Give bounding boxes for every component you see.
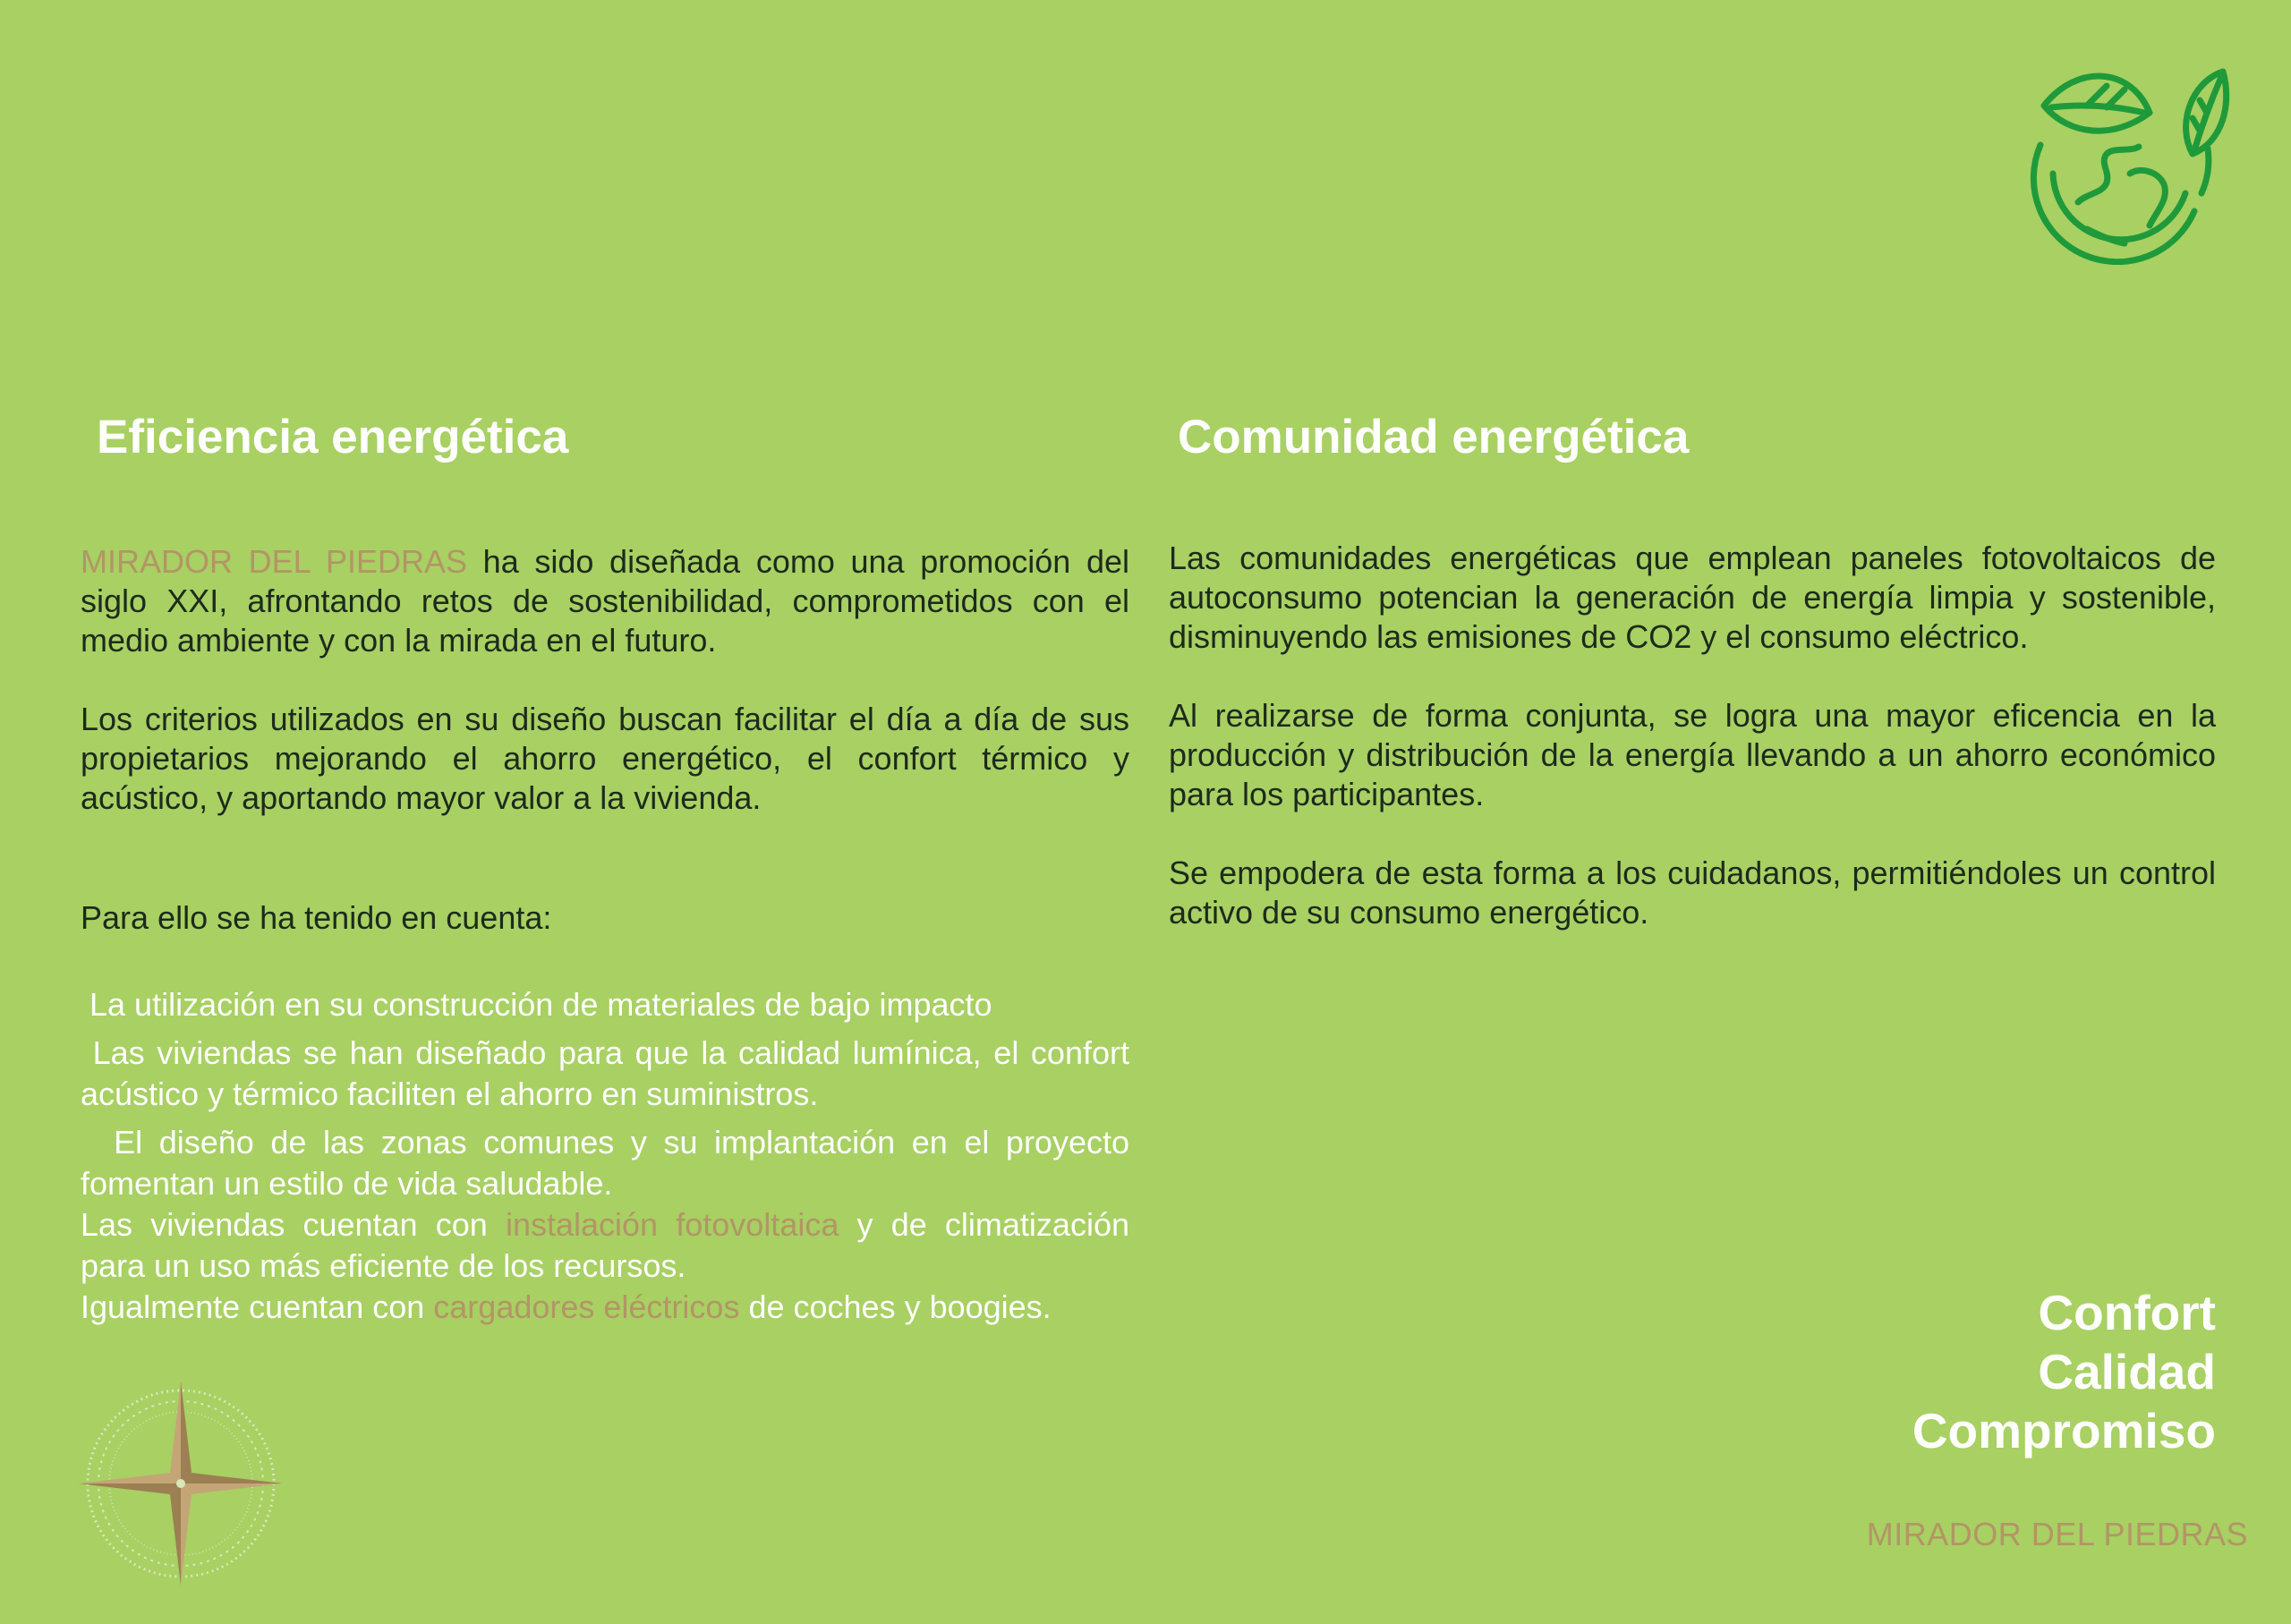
right-body <box>1169 539 2216 972</box>
left-section-title: Eficiencia energética <box>97 411 569 463</box>
right-section-title: Comunidad energética <box>1178 411 1690 463</box>
right-paragraph: Al realizarse de forma conjunta, se logra una mayor eficencia en la producción y distribución de la energía llevando a un ahorro económico para los participantes. <box>1169 697 2216 812</box>
eco-globe-leaves-icon <box>2024 59 2230 265</box>
footer-brand: MIRADOR DEL PIEDRAS <box>1866 1516 2248 1552</box>
left-paragraph-1: MIRADOR DEL PIEDRAS ha sido diseñada como una promoción del siglo XXI, afrontando retos de sostenibilidad, comprometidos con el medio ambiente y con la mirada en el futuro. <box>81 543 1129 659</box>
right-paragraph: Las comunidades energéticas que emplean paneles fotovoltaicos de autoconsumo potencian la generación de energía limpia y sostenible, disminuyendo las emisiones de CO2 y el consumo eléctrico. <box>1169 540 2216 655</box>
feature-item: La utilización en su construcción de materiales de bajo impacto <box>81 986 992 1023</box>
feature-item: Las viviendas cuentan con instalación fotovoltaica y de climatización para un uso más eficiente de los recursos. <box>81 1206 1129 1284</box>
feature-item: Las viviendas se han diseñado para que la calidad lumínica, el confort acústico y térmico faciliten el ahorro en suministros. <box>81 1034 1138 1112</box>
brand-inline: MIRADOR DEL PIEDRAS <box>81 543 468 580</box>
feature-item: El diseño de las zonas comunes y su implantación en el proyecto fomentan un estilo de vida saludable. <box>81 1124 1139 1202</box>
left-intro: Para ello se ha tenido en cuenta: <box>81 899 552 936</box>
left-body <box>81 542 1129 857</box>
tagline-line: Compromiso <box>1912 1403 2216 1458</box>
highlight-photovoltaic: instalación fotovoltaica <box>505 1206 839 1243</box>
feature-list <box>81 984 1139 1328</box>
tagline-line: Calidad <box>2038 1344 2216 1399</box>
tagline <box>1679 1283 2216 1460</box>
compass-rose-icon <box>75 1378 286 1589</box>
tagline-line: Confort <box>2038 1285 2216 1340</box>
feature-item: Igualmente cuentan con cargadores eléctricos de coches y boogies. <box>81 1288 1052 1325</box>
highlight-chargers: cargadores eléctricos <box>433 1288 740 1325</box>
left-paragraph-2: Los criterios utilizados en su diseño buscan facilitar el día a día de sus propietarios mejorando el ahorro energético, el confort térmico y acústico, y aportando mayor valor a la vivienda. <box>81 701 1129 816</box>
right-paragraph: Se empodera de esta forma a los cuidadanos, permitiéndoles un control activo de su consumo energético. <box>1169 855 2216 931</box>
